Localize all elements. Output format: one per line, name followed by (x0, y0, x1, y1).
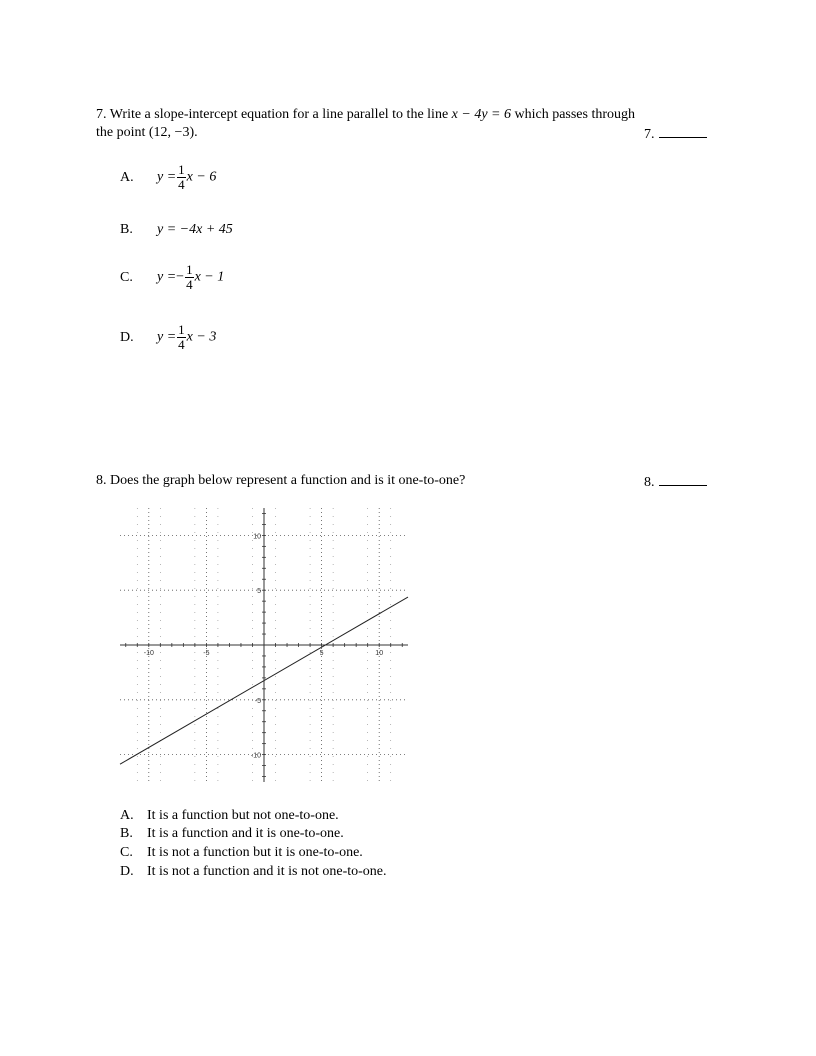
y-tick-label: 10 (253, 533, 261, 541)
q7-answer-blank[interactable] (644, 125, 707, 143)
choice-text: It is not a function but it is one-to-one. (147, 845, 363, 860)
x-tick-label: -5 (203, 650, 210, 657)
choice-text: It is not a function and it is not one-to-one. (147, 864, 387, 879)
q8-answer-label: 8. (644, 475, 655, 490)
choice-fraction (177, 163, 186, 192)
choice-lhs: y = (157, 269, 177, 285)
choice-letter: A. (120, 808, 134, 823)
fraction-numerator: 1 (186, 262, 193, 277)
q7-choice-b[interactable] (120, 222, 233, 238)
y-tick-label: -10 (250, 752, 261, 760)
choice-fraction (177, 323, 186, 352)
choice-sign: − (176, 269, 185, 285)
q7-prompt-line2: the point (12, −3). (96, 125, 198, 140)
choice-rest: x − 6 (186, 169, 217, 185)
q8-graph (114, 502, 414, 788)
q7-prompt-post: which passes through (510, 107, 636, 122)
fraction-denominator: 4 (186, 277, 193, 292)
choice-lhs: y = (157, 169, 177, 185)
choice-rest: x − 3 (186, 329, 217, 345)
x-tick-label: -10 (143, 650, 154, 657)
fraction-denominator: 4 (178, 177, 185, 192)
q8-answer-blank[interactable] (644, 473, 707, 491)
q8-choice-a[interactable] (120, 808, 339, 824)
q8-answer-line[interactable] (659, 473, 707, 486)
q7-answer-line[interactable] (659, 125, 707, 138)
q7-choice-c[interactable] (120, 263, 224, 292)
choice-letter: A. (120, 169, 134, 185)
q7-prompt-pre: 7. Write a slope-intercept equation for a line parallel to the line (96, 107, 452, 122)
fraction-numerator: 1 (178, 162, 185, 177)
q8-choice-d[interactable] (120, 864, 387, 880)
q8-choice-c[interactable] (120, 845, 363, 861)
q8-prompt: 8. Does the graph below represent a function and is it one-to-one? (96, 473, 466, 488)
choice-lhs: y = (157, 329, 177, 345)
y-tick-label: -5 (254, 697, 261, 705)
fraction-numerator: 1 (178, 322, 185, 337)
fraction-denominator: 4 (178, 337, 185, 352)
x-tick-label: 5 (319, 650, 324, 657)
choice-letter: D. (120, 329, 134, 345)
q7-prompt-equation: x − 4y = 6 (451, 107, 511, 122)
choice-letter: C. (120, 269, 133, 285)
q8-choice-b[interactable] (120, 826, 344, 842)
choice-fraction (185, 263, 194, 292)
choice-letter: B. (120, 826, 133, 841)
choice-letter: C. (120, 845, 133, 860)
q7-answer-label: 7. (644, 127, 655, 142)
choice-text: It is a function and it is one-to-one. (147, 826, 344, 841)
q7-choice-a[interactable] (120, 163, 216, 192)
choice-letter: B. (120, 222, 133, 237)
x-tick-label: 10 (375, 650, 384, 657)
choice-equation: y = −4x + 45 (157, 222, 233, 237)
q7-prompt-line1 (96, 107, 635, 123)
q7-choice-d[interactable] (120, 323, 216, 352)
choice-letter: D. (120, 864, 134, 879)
choice-rest: x − 1 (194, 269, 225, 285)
y-tick-label: 5 (257, 588, 261, 596)
choice-text: It is a function but not one-to-one. (147, 808, 339, 823)
